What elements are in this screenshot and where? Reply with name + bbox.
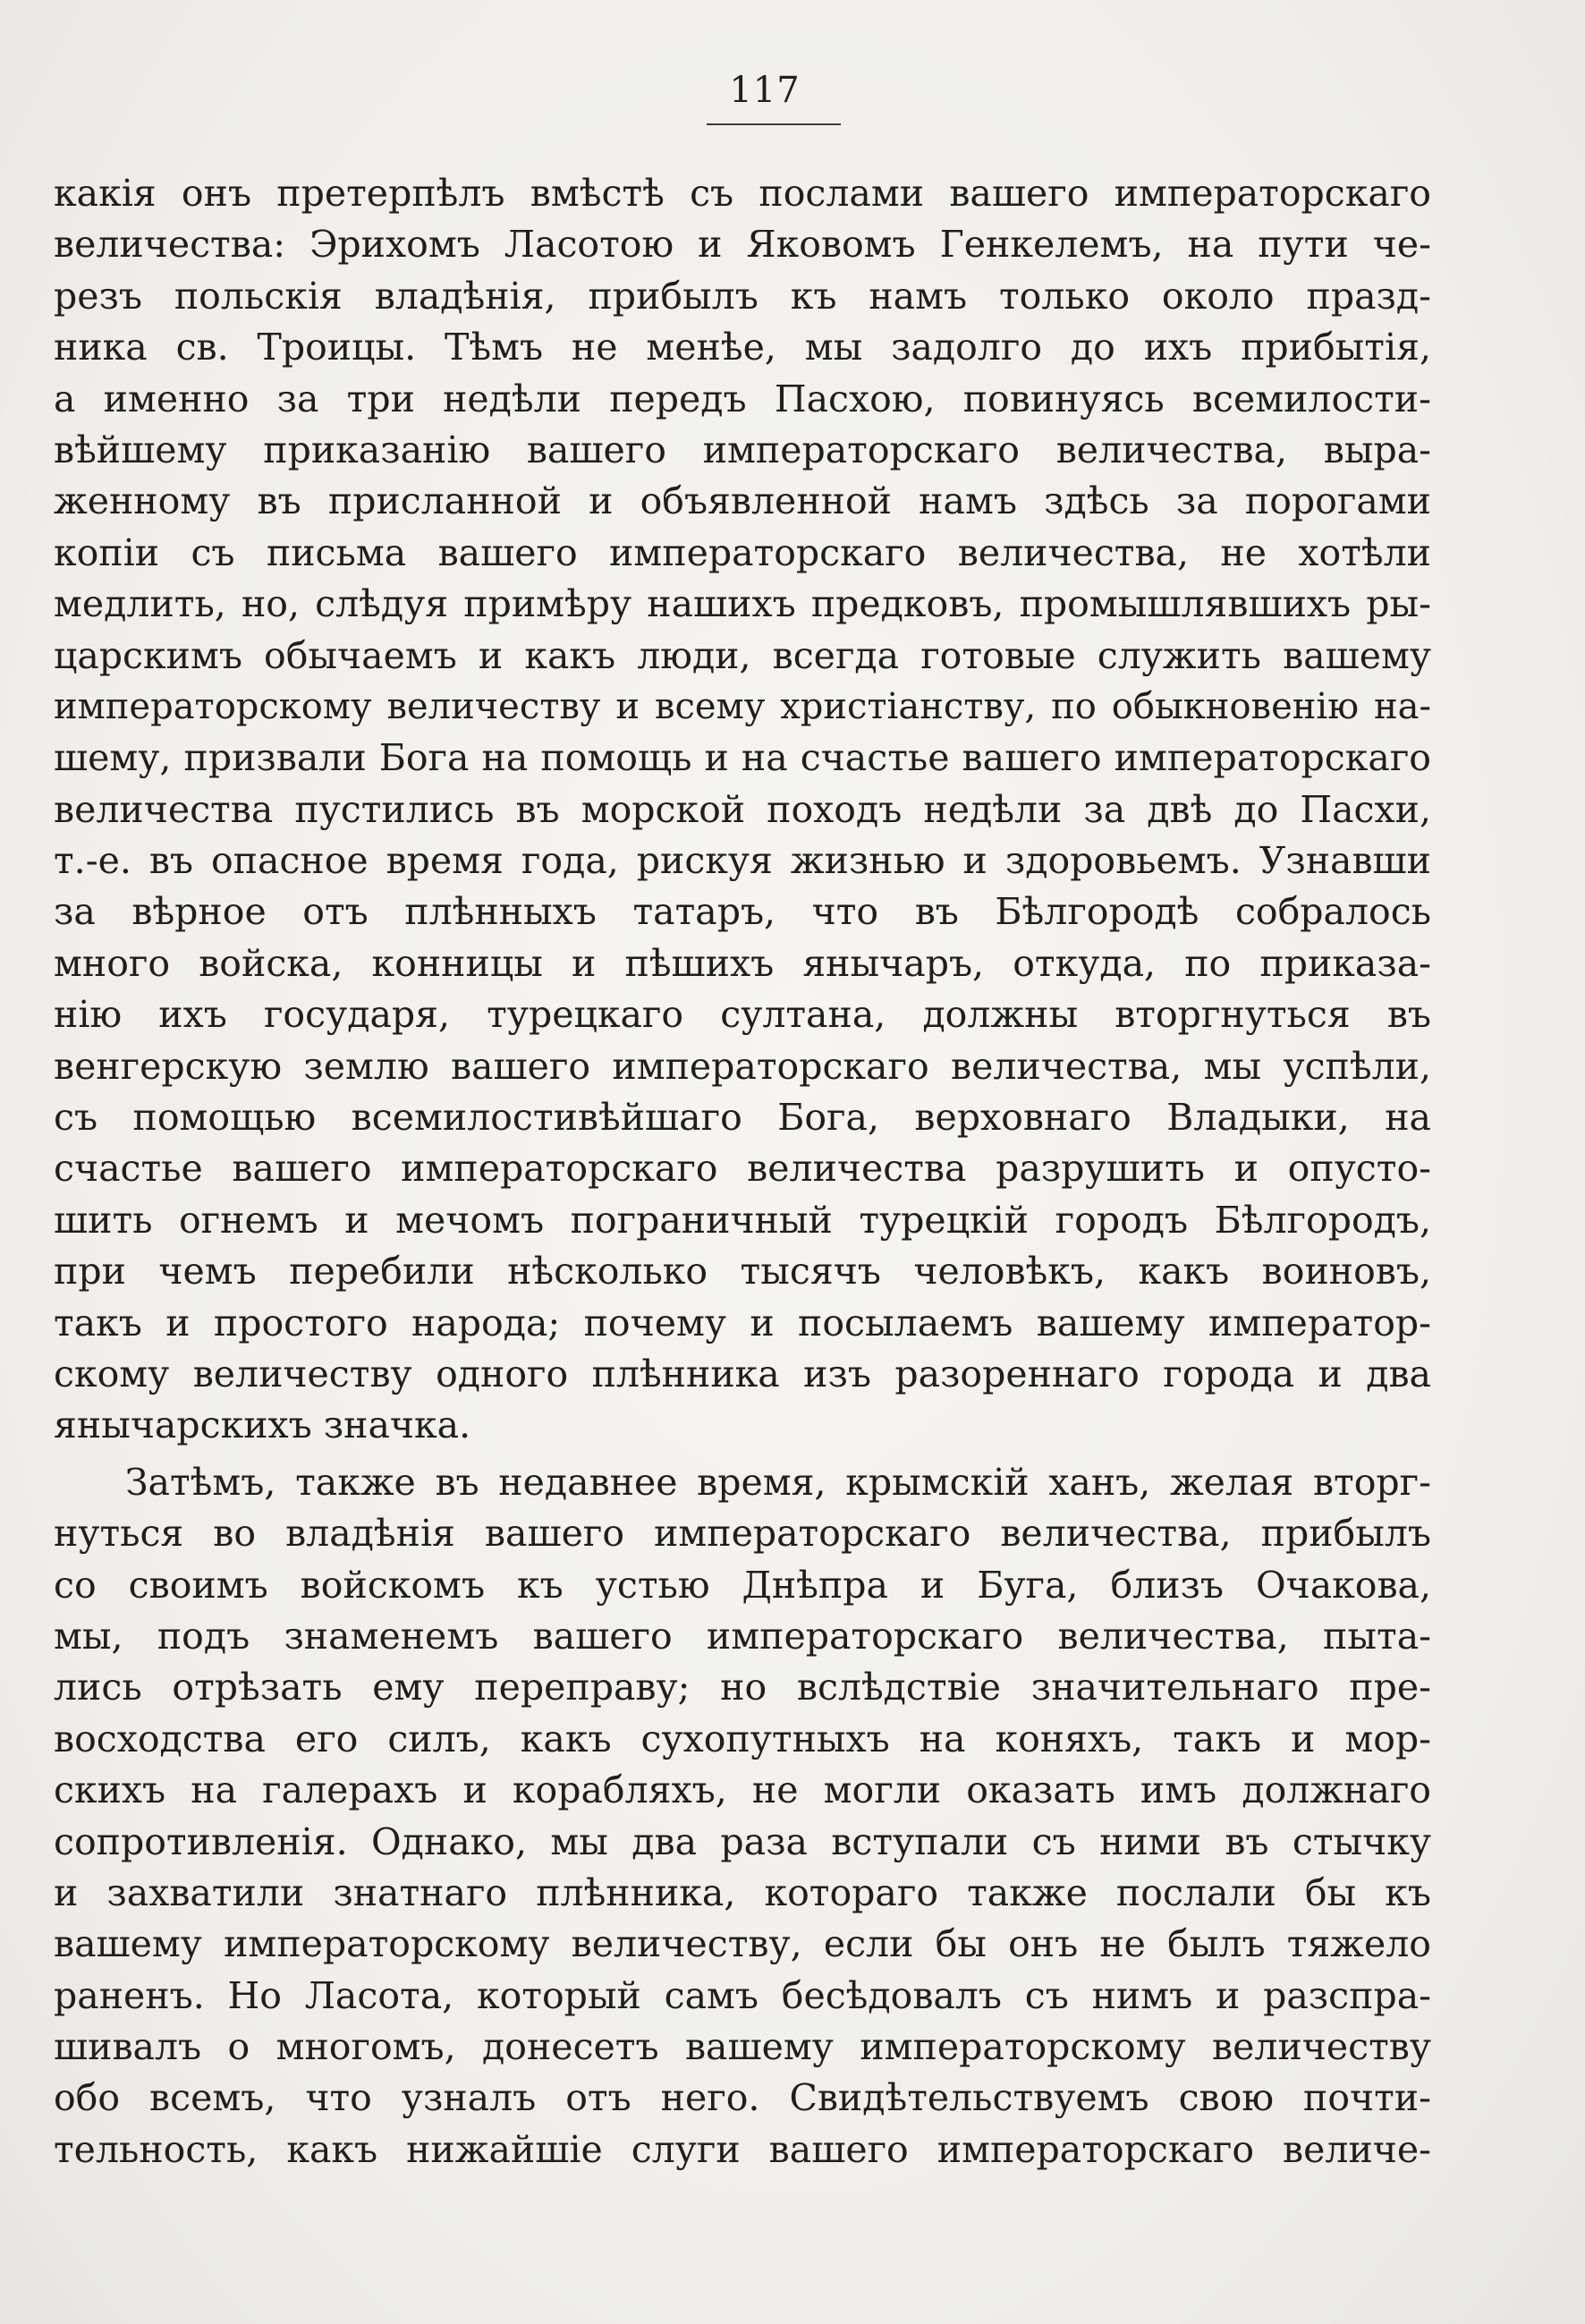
text-line: резъ польскія владѣнія, прибылъ къ намъ только около празд- [54,274,1431,318]
page-number: 117 [729,70,801,111]
text-line: и захватили знатнаго плѣнника, котораго также послали бы къ [54,1870,1431,1914]
text-line: такъ и простого народа; почему и посылаемъ вашему император- [54,1301,1431,1344]
text-line: съ помощью всемилостивѣйшаго Бога, верховнаго Владыки, на [54,1096,1431,1140]
text-line: тельность, какъ нижайшіе слуги вашего императорскаго величе- [54,2127,1431,2171]
text-line: нуться во владѣнія вашего императорскаго величества, прибылъ [54,1512,1431,1556]
text-line: раненъ. Но Ласота, который самъ бесѣдовалъ съ нимъ и разспра- [54,1973,1431,2017]
text-line: Затѣмъ, также въ недавнее время, крымскій ханъ, желая вторг- [125,1460,1431,1504]
text-line: нію ихъ государя, турецкаго султана, должны вторгнуться въ [54,993,1431,1037]
text-line: при чемъ перебили нѣсколько тысячъ человѣкъ, какъ воиновъ, [54,1250,1431,1293]
text-line: много войска, конницы и пѣшихъ янычаръ, откуда, по приказа- [54,941,1431,985]
text-line: женному въ присланной и объявленной намъ здѣсь за порогами [54,479,1431,523]
page-number-rule [707,123,841,125]
text-line: скому величеству одного плѣнника изъ разореннаго города и два [54,1352,1431,1395]
text-line: венгерскую землю вашего императорскаго величества, мы успѣли, [54,1044,1431,1088]
text-line: лись отрѣзать ему переправу; но вслѣдствіе значительнаго пре- [54,1666,1431,1709]
text-line: шивалъ о многомъ, донесетъ вашему императорскому величеству [54,2025,1431,2069]
text-line: за вѣрное отъ плѣнныхъ татаръ, что въ Бѣлгородѣ собралось [54,890,1431,934]
text-line: медлить, но, слѣдуя примѣру нашихъ предковъ, промышлявшихъ ры- [54,582,1431,626]
text-line: какія онъ претерпѣлъ вмѣстѣ съ послами вашего императорскаго [54,172,1431,215]
text-line: вашему императорскому величеству, если бы онъ не былъ тяжело [54,1922,1431,1966]
text-line: копіи съ письма вашего императорскаго величества, не хотѣли [54,530,1431,574]
body-text [54,168,1431,2176]
text-line: а именно за три недѣли передъ Пасхою, повинуясь всемилости- [54,377,1431,420]
text-line: счастье вашего императорскаго величества разрушить и опусто- [54,1147,1431,1191]
text-line: сопротивленія. Однако, мы два раза вступали съ ними въ стычку [54,1819,1431,1863]
text-line: шить огнемъ и мечомъ пограничный турецкій городъ Бѣлгородъ, [54,1198,1431,1242]
text-line: обо всемъ, что узналъ отъ него. Свидѣтельствуемъ свою почти- [54,2076,1431,2120]
text-line: императорскому величеству и всему христіанству, по обыкновенію на- [54,685,1431,727]
text-line: мы, подъ знаменемъ вашего императорскаго величества, пыта- [54,1614,1431,1658]
text-line: восходства его силъ, какъ сухопутныхъ на коняхъ, такъ и мор- [54,1717,1431,1760]
text-line: янычарскихъ значка. [54,1404,471,1447]
text-line: шему, призвали Бога на помощь и на счастье вашего императорскаго [54,736,1431,780]
text-line: т.-е. въ опасное время года, рискуя жизнью и здоровьемъ. Узнавши [54,839,1431,883]
text-line: ника св. Троицы. Тѣмъ не менѣе, мы задолго до ихъ прибытія, [54,326,1431,369]
text-line: царскимъ обычаемъ и какъ люди, всегда готовые служить вашему [54,633,1431,677]
text-line: величества пустились въ морской походъ недѣли за двѣ до Пасхи, [54,787,1431,831]
text-line: скихъ на галерахъ и корабляхъ, не могли оказать имъ должнаго [54,1768,1431,1812]
text-line: со своимъ войскомъ къ устью Днѣпра и Буга, близъ Очакова, [54,1563,1431,1607]
text-line: величества: Эрихомъ Ласотою и Яковомъ Генкелемъ, на пути че- [54,223,1431,267]
text-line: вѣйшему приказанію вашего императорскаго величества, выра- [54,428,1431,471]
